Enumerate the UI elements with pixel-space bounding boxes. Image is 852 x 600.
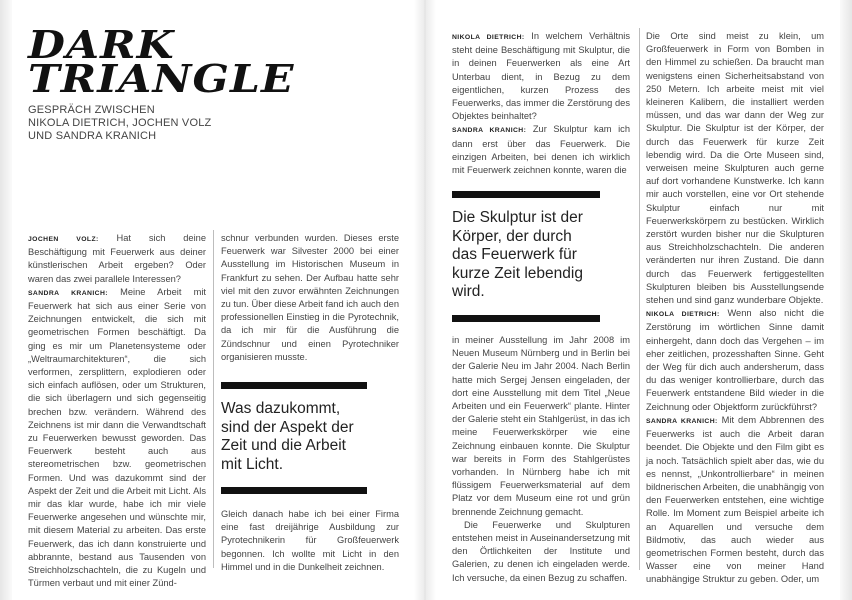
speaker-label: SANDRA KRANICH: bbox=[646, 417, 718, 425]
pull-quote-2 bbox=[452, 191, 600, 322]
paragraph-text: Die Feuerwerke und Skulpturen entstehen meist in Auseinandersetzung mit den Örtlichkeiten der Institute und Galerien, zu denen ich eingeladen werde. Ich versuche, da einen Bezug zu schaffen. bbox=[452, 519, 630, 583]
paragraph-text: Mit dem Abbrennen des Feuerwerks ist auch die Arbeit daran beendet. Die Objekte und den Film gibt es ja noch. Tatsächlich spielt aber das, wie du es nennst, „Unkontrollierbare“ in meinen bildnerischen Arbeiten, die unabhängig von den Feuerwerken entstehen, eine wichtige Rolle. Im Moment zum Beispiel arbeite ich an Aquarellen und versuche dem Bildmotiv, das auch wieder aus geometrischen Formen besteht, durch das Wasser eine von meiner Hand unabhängige Struktur zu geben. Oder, um bbox=[646, 414, 824, 585]
interview-paragraph bbox=[28, 232, 206, 286]
column-3-continued bbox=[452, 334, 630, 585]
interview-paragraph bbox=[646, 414, 824, 587]
left-page-edge bbox=[0, 0, 12, 600]
quote-bottom-bar bbox=[452, 315, 600, 322]
column-4 bbox=[646, 30, 824, 587]
title-line-2: TRIANGLE bbox=[28, 56, 295, 101]
quote-text: Was dazukommt, sind der Aspekt der Zeit und die Arbeit mit Licht. bbox=[221, 400, 354, 473]
article-subtitle bbox=[28, 104, 238, 143]
column-1 bbox=[28, 232, 206, 590]
speaker-label: SANDRA KRANICH: bbox=[452, 127, 527, 135]
column-2-continued bbox=[221, 508, 399, 574]
article-title bbox=[28, 22, 295, 101]
interview-paragraph bbox=[28, 286, 206, 591]
title-line-1: DARK bbox=[28, 22, 175, 67]
quote-bottom-bar bbox=[221, 487, 367, 494]
speaker-label: NIKOLA DIETRICH: bbox=[646, 311, 720, 319]
paragraph-text: Die Orte sind meist zu klein, um Großfeuerwerk in Form von Bomben in den Himmel zu schießen. Da braucht man wenigstens einen Sicherheitsabstand von 250 Metern. Ich arbeite meist mit viel kleineren Kalibern, die installiert werden müssen, und das war dann der Weg zur Skulptur. Die Skulptur ist der Körper, der durch das Feuerwerk für kurze Zeit lebendig wird. Da die Orte Museen sind, verweisen meine Skulpturen auch gerne auf dort vorhandene Kunstwerke. Ich kann mir auch vorstellen, eine vor Ort stehende Skulptur einfach nur mit Feuerwerkskörpern zu bestücken. Wirklich zerstört wurden bisher nur die Skulpturen aus Streichholzschachteln. Die anderen veränderten nur ihren Zustand. Die dann durch das Feuerwerk fertiggestellten Skulpturen bleiben bis Ausstellungsende stehen und sind ganz wunderbare Objekte. bbox=[646, 31, 824, 306]
paragraph-text: Meine Arbeit mit Feuerwerk hat sich aus einer Serie von Zeichnungen entwickelt, die sich mit geometrischen Formen beschäftigt. Da ging es mir um Planetensysteme oder „Weltraumarchitekturen“, die sich verformen, zersplittern, explodieren oder sich einfach auflösen, oder um Strukturen, die sich überlagern und sich gegenseitig brechen bzw. verändern. Während des Zeichnens ist mir dann die Verwandtschaft zu Feuerwerken bewusst geworden. Das Feuerwerk besteht auch aus stereometrischen bzw. geometrischen Formen. Und was dazukommt sind der Aspekt der Zeit und die Arbeit mit Licht. Als mir das klar wurde, habe ich mir viele Feuerwerke angesehen und wünschte mir, mit diesem Material zu arbeiten. Das erste Feuerwerk, das ich dann konstruierte und abbrannte, bestand aus Tausenden von Streichholzschachteln, die zu Kugeln und Türmen verbaut und mit einer Zünd- bbox=[28, 286, 206, 589]
column-divider bbox=[639, 28, 640, 570]
speaker-label: SANDRA KRANICH: bbox=[28, 289, 108, 297]
paragraph-text: In welchem Verhältnis steht deine Beschäftigung mit Skulptur, die in deinen Feuerwerken als eine Art Unterbau dient, in Bezug zu dem eigentlichen, kurzen Prozess des Feuerwerks, das immer die Zerstörung des Objektes beinhaltet? bbox=[452, 31, 630, 122]
paragraph-text: Hat sich deine Beschäftigung mit Feuerwerk aus deiner künstlerischen Arbeit ergeben? Oder waren das zwei parallele Interessen? bbox=[28, 233, 206, 284]
interview-paragraph bbox=[646, 307, 824, 414]
right-page-edge bbox=[840, 0, 852, 600]
column-divider bbox=[213, 230, 214, 568]
paragraph-text: schnur verbunden wurden. Dieses erste Feuerwerk war Silvester 2000 bei einer Ausstellung im Historischen Museum in Frankfurt zu sehen. Der Aufbau hatte sehr viel mit den zuvor erwähnten Zeichnungen zu tun. Über diese Arbeit fand ich auch den professionellen Einstieg in die Pyrotechnik, da ich mir für die Ausführung die Zündschnur und einen Pyrotechniker organisieren musste. bbox=[221, 233, 399, 362]
quote-top-bar bbox=[221, 382, 367, 389]
quote-text: Die Skulptur ist der Körper, der durch das Feuerwerk für kurze Zeit lebendig wird. bbox=[452, 209, 583, 300]
interview-paragraph bbox=[452, 30, 630, 123]
paragraph-text: Zur Skulptur kam ich dann erst über das Feuerwerk. Die einzigen Arbeiten, bei denen ich wirklich mit Feuerwerk zeichnen konnte, waren die bbox=[452, 124, 630, 176]
column-2 bbox=[221, 232, 399, 364]
subtitle-line-1: GESPRÄCH ZWISCHEN bbox=[28, 104, 155, 116]
column-3 bbox=[452, 30, 630, 177]
interview-paragraph bbox=[452, 123, 630, 177]
pull-quote-1 bbox=[221, 382, 367, 494]
subtitle-line-2: NIKOLA DIETRICH, JOCHEN VOLZ bbox=[28, 117, 212, 129]
book-gutter bbox=[414, 0, 436, 600]
paragraph-text: Gleich danach habe ich bei einer Firma eine fast dreijährige Ausbildung zur Pyrotechnikerin für Großfeuerwerk begonnen. Ich wollte mit Licht in den Himmel und in die Dunkelheit zeichnen. bbox=[221, 509, 399, 572]
speaker-label: JOCHEN VOLZ: bbox=[28, 236, 99, 243]
paragraph-text: in meiner Ausstellung im Jahr 2008 im Neuen Museum Nürnberg und in Berlin bei der Galerie Neu im Jahr 2004. Nach Berlin hatte mich Sergej Jensen eingeladen, der dort eine Ausstellung mit dem Titel „Neue Arbeiten und ein Feuerwerk“ plante. Hinter der Galerie steht ein Stahlgerüst, in das ich meine Feuerwerkskörper wie eine Zeichnung einbauen konnte. Die Skulptur war bereits in Form des Stahlgerüstes vorhanden. In Nürnberg habe ich mit flüssigem Feuerwerksmaterial auf dem Platz vor dem Museum eine rot und grün brennende Zeichnung gemacht. bbox=[452, 335, 630, 517]
paragraph-text: Wenn also nicht die Zerstörung im wörtlichen Sinne damit einhergeht, dann doch das Vergehen – im eher zeitlichen, prozesshaften Sinne. Geht der Weg für dich auch andersherum, dass du das weniger kontrollierbare, durch das Feuerwerk entstandene Bild wieder in die Zeichnung oder Objektform zurückführst? bbox=[646, 308, 824, 412]
speaker-label: NIKOLA DIETRICH: bbox=[452, 34, 525, 41]
quote-top-bar bbox=[452, 191, 600, 198]
subtitle-line-3: UND SANDRA KRANICH bbox=[28, 130, 157, 142]
